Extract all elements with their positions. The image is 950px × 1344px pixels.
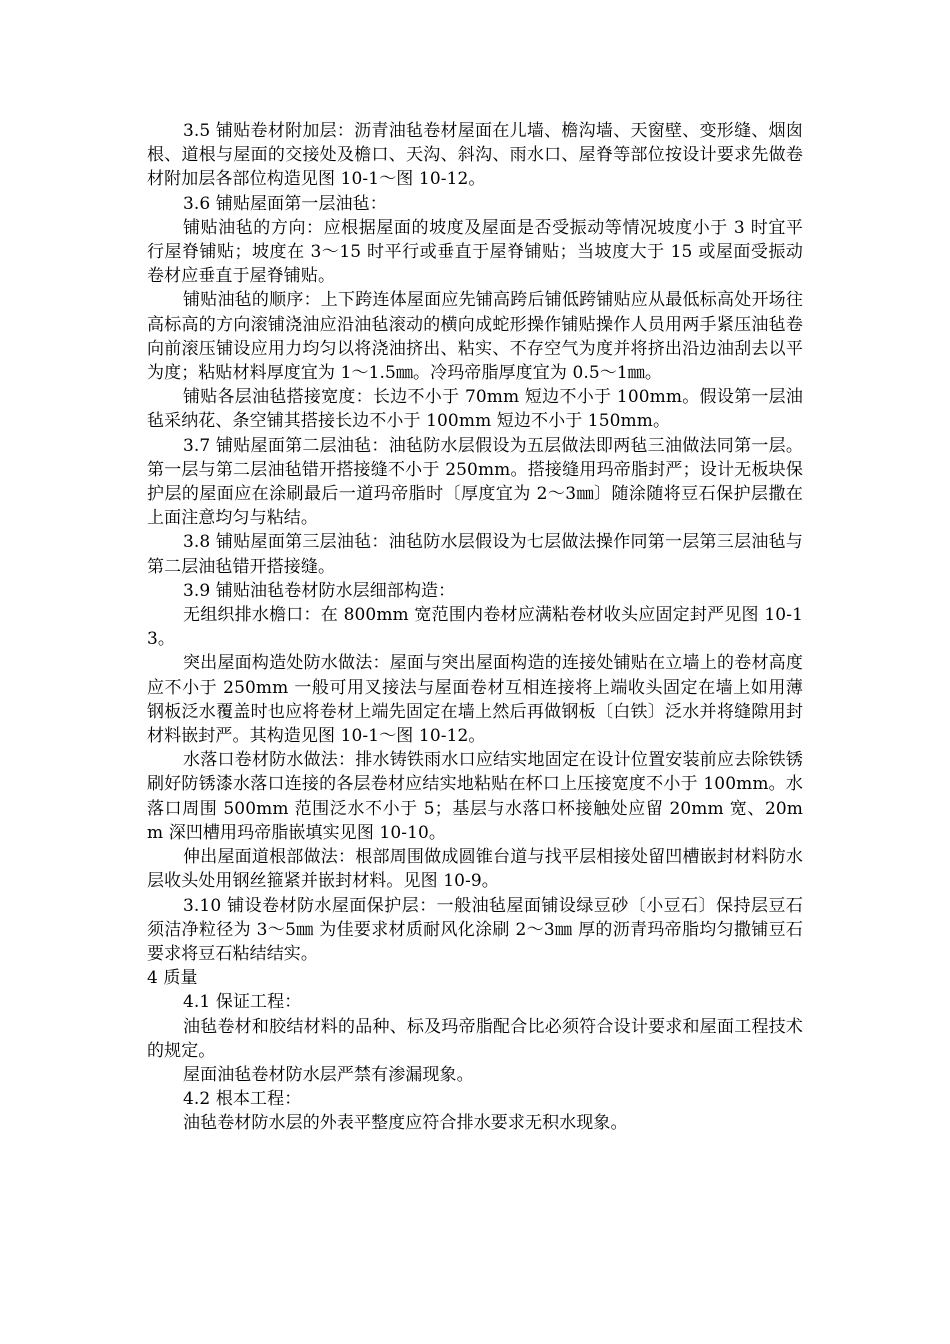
section-4-heading: 4 质量 [147, 968, 198, 989]
heading-3-9: 3.9 铺贴油毡卷材防水层细部构造： [183, 580, 456, 601]
paragraph-protrusion: 突出屋面构造处防水做法：屋面与突出屋面构造的连接处铺贴在立墙上的卷材高度应不小于 250mm 一般可用叉接法与屋面卷材互相连接将上端收头固定在墙上如用薄钢板泛水覆盖时也应将卷材上端先固定在墙上然后再做钢板〔白铁〕泛水并将缝隙用封材料嵌封严。其构造见图 10-1～图 10-12。 [147, 653, 803, 747]
paragraph-pipe-root: 伸出屋面道根部做法：根部周围做成圆锥台道与找平层相接处留凹槽嵌封材料防水层收头处用钢丝箍紧并嵌封材料。见图 10-9。 [147, 847, 803, 892]
heading-4-2: 4.2 根本工程： [183, 1089, 302, 1110]
paragraph-flatness: 油毡卷材防水层的外表平整度应符合排水要求无积水现象。 [183, 1113, 628, 1134]
document-page [147, 119, 803, 1136]
paragraph-no-leakage: 屋面油毡卷材防水层严禁有渗漏现象。 [183, 1064, 474, 1085]
paragraph-laying-direction: 铺贴油毡的方向：应根据屋面的坡度及屋面是否受振动等情况坡度小于 3 时宜平行屋脊铺贴；坡度在 3～15 时平行或垂直于屋脊铺贴；当坡度大于 15 或屋面受振动卷材应垂直于屋脊铺贴。 [147, 217, 803, 287]
paragraph-overlap-width: 铺贴各层油毡搭接宽度：长边不小于 70mm 短边不小于 100mm。假设第一层油毡采纳花、条空铺其搭接长边不小于 100mm 短边不小于 150mm。 [147, 387, 803, 432]
paragraph-drain-outlet: 水落口卷材防水做法：排水铸铁雨水口应结实地固定在设计位置安装前应去除铁锈刷好防锈漆水落口连接的各层卷材应结实地粘贴在杯口上压接宽度不小于 100mm。水落口周围 500mm 范围泛水不小于 5；基层与水落口杯接触处应留 20mm 宽、20mm 深凹槽用玛帝脂嵌填实见图 10-10。 [147, 750, 803, 843]
paragraph-3-8: 3.8 铺贴屋面第三层油毡：油毡防水层假设为七层做法操作同第一层第三层油毡与第二层油毡错开搭接缝。 [147, 532, 803, 577]
heading-4-1: 4.1 保证工程： [183, 992, 302, 1013]
paragraph-eaves: 无组织排水檐口：在 800mm 宽范围内卷材应满粘卷材收头应固定封严见图 10-13。 [147, 605, 803, 650]
paragraph-laying-order: 铺贴油毡的顺序：上下跨连体屋面应先铺高跨后铺低跨铺贴应从最低标高处开场往高标高的方向滚铺浇油应沿油毡滚动的横向成蛇形操作铺贴操作人员用两手紧压油毡卷向前滚压铺设应用力均匀以将浇油挤出、粘实、不存空气为度并将挤出沿边油刮去以平为度；粘贴材料厚度宜为 1～1.5㎜。冷玛帝脂厚度宜为 0.5～1㎜。 [147, 290, 803, 384]
paragraph-3-7: 3.7 铺贴屋面第二层油毡：油毡防水层假设为五层做法即两毡三油做法同第一层。第一层与第二层油毡错开搭接缝不小于 250mm。搭接缝用玛帝脂封严；设计无板块保护层的屋面应在涂刷最后一道玛帝脂时〔厚度宜为 2～3㎜〕随涂随将豆石保护层撒在上面注意均匀与粘结。 [147, 435, 803, 529]
paragraph-3-5: 3.5 铺贴卷材附加层：沥青油毡卷材屋面在儿墙、檐沟墙、天窗壁、变形缝、烟囱根、道根与屋面的交接处及檐口、天沟、斜沟、雨水口、屋脊等部位按设计要求先做卷材附加层各部位构造见图 10-1～图 10-12。 [147, 121, 803, 190]
paragraph-3-10: 3.10 铺设卷材防水屋面保护层：一般油毡屋面铺设绿豆砂〔小豆石〕保持层豆石须洁净粒径为 3～5㎜ 为佳要求材质耐风化涂刷 2～3㎜ 厚的沥青玛帝脂均匀撒铺豆石要求将豆石粘结结实。 [147, 895, 803, 964]
paragraph-materials: 油毡卷材和胶结材料的品种、标及玛帝脂配合比必须符合设计要求和屋面工程技术的规定。 [147, 1016, 803, 1061]
heading-3-6: 3.6 铺贴屋面第一层油毡： [183, 193, 387, 214]
